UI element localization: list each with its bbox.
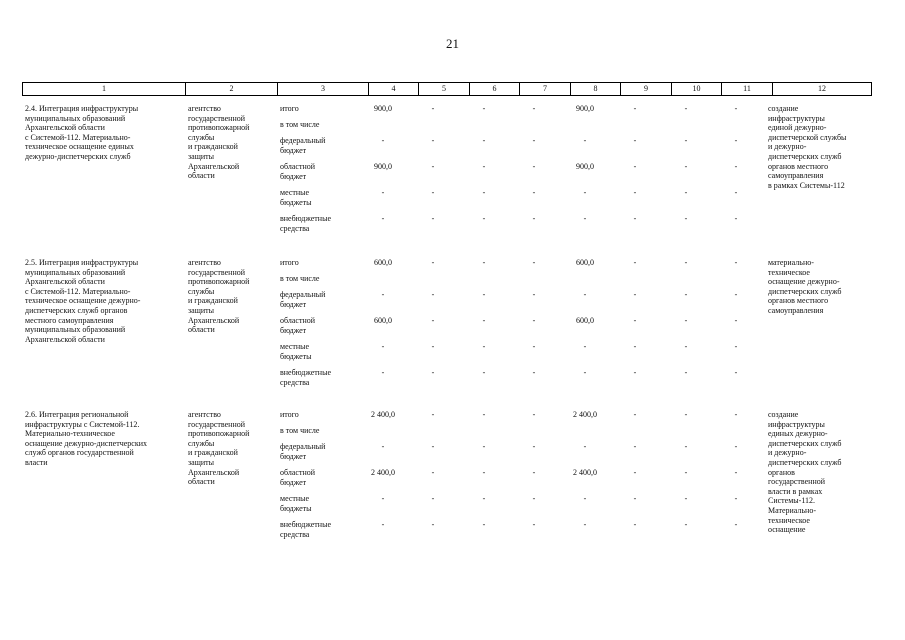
value-cell: - — [532, 136, 536, 145]
value-cell: - — [431, 162, 435, 171]
value-cell: - — [734, 258, 738, 267]
value-cell: - — [482, 342, 486, 351]
value-cell: - — [734, 104, 738, 113]
header-col-11: 11 — [722, 83, 773, 95]
value-cell: - — [532, 162, 536, 171]
value-cell: 900,0 — [374, 104, 392, 113]
result-cell: материально- техническое оснащение дежурно- диспетчерских служб органов местного самоуправления — [768, 258, 842, 315]
header-col-9: 9 — [621, 83, 672, 95]
value-cell: - — [684, 162, 688, 171]
value-cell: 900,0 — [576, 104, 594, 113]
funding-label: федеральный бюджет — [280, 136, 326, 155]
value-cell: - — [482, 162, 486, 171]
value-cell: - — [684, 258, 688, 267]
value-cell: - — [532, 410, 536, 419]
activity-cell: 2.4. Интеграция инфраструктуры муниципальных образований Архангельской области с Системой-112. Материально- техническое оснащение единых дежурно-диспетчерских служб — [25, 104, 139, 161]
funding-label: в том числе — [280, 426, 320, 435]
value-cell: - — [734, 494, 738, 503]
header-col-1: 1 — [23, 83, 186, 95]
value-cell: 2 400,0 — [573, 410, 597, 419]
value-cell: - — [381, 342, 385, 351]
value-cell: - — [431, 290, 435, 299]
value-cell: - — [482, 468, 486, 477]
value-cell: - — [633, 104, 637, 113]
value-cell: - — [633, 342, 637, 351]
value-cell: 600,0 — [374, 316, 392, 325]
header-col-6: 6 — [470, 83, 520, 95]
funding-label: федеральный бюджет — [280, 290, 326, 309]
funding-label: федеральный бюджет — [280, 442, 326, 461]
value-cell: - — [381, 494, 385, 503]
value-cell: - — [482, 316, 486, 325]
value-cell: - — [532, 214, 536, 223]
value-cell: - — [532, 494, 536, 503]
value-cell: 600,0 — [374, 258, 392, 267]
value-cell: - — [482, 104, 486, 113]
value-cell: - — [734, 442, 738, 451]
value-cell: - — [431, 520, 435, 529]
header-col-4: 4 — [369, 83, 419, 95]
value-cell: - — [381, 520, 385, 529]
value-cell: - — [532, 316, 536, 325]
value-cell: - — [633, 316, 637, 325]
header-col-10: 10 — [672, 83, 722, 95]
value-cell: - — [633, 290, 637, 299]
value-cell: - — [431, 258, 435, 267]
value-cell: - — [431, 410, 435, 419]
value-cell: 2 400,0 — [573, 468, 597, 477]
value-cell: - — [532, 188, 536, 197]
value-cell: - — [734, 214, 738, 223]
value-cell: - — [482, 368, 486, 377]
value-cell: - — [734, 188, 738, 197]
value-cell: - — [734, 468, 738, 477]
value-cell: - — [684, 188, 688, 197]
executor-cell: агентство государственной противопожарной службы и гражданской защиты Архангельской области — [188, 258, 250, 335]
header-col-5: 5 — [419, 83, 470, 95]
value-cell: - — [532, 520, 536, 529]
value-cell: - — [684, 342, 688, 351]
value-cell: - — [734, 290, 738, 299]
value-cell: - — [633, 162, 637, 171]
header-col-12: 12 — [818, 84, 826, 93]
value-cell: 900,0 — [374, 162, 392, 171]
funding-label: итого — [280, 104, 299, 113]
value-cell: - — [482, 494, 486, 503]
value-cell: - — [532, 342, 536, 351]
value-cell: - — [633, 494, 637, 503]
value-cell: - — [684, 494, 688, 503]
funding-label: внебюджетные средства — [280, 520, 331, 539]
header-col-7: 7 — [520, 83, 571, 95]
value-cell: - — [583, 342, 587, 351]
value-cell: - — [684, 290, 688, 299]
value-cell: - — [431, 188, 435, 197]
value-cell: - — [381, 368, 385, 377]
value-cell: - — [633, 442, 637, 451]
value-cell: - — [482, 136, 486, 145]
value-cell: - — [482, 442, 486, 451]
value-cell: - — [431, 368, 435, 377]
funding-label: внебюджетные средства — [280, 368, 331, 387]
value-cell: - — [431, 104, 435, 113]
value-cell: - — [633, 468, 637, 477]
value-cell: - — [583, 136, 587, 145]
value-cell: - — [532, 368, 536, 377]
value-cell: - — [734, 316, 738, 325]
value-cell: 600,0 — [576, 316, 594, 325]
funding-label: итого — [280, 258, 299, 267]
value-cell: 2 400,0 — [371, 468, 395, 477]
value-cell: - — [532, 258, 536, 267]
funding-label: итого — [280, 410, 299, 419]
value-cell: - — [684, 214, 688, 223]
value-cell: - — [684, 368, 688, 377]
value-cell: - — [532, 442, 536, 451]
funding-label: внебюджетные средства — [280, 214, 331, 233]
funding-label: областной бюджет — [280, 162, 316, 181]
header-col-2: 2 — [186, 83, 278, 95]
value-cell: - — [684, 316, 688, 325]
value-cell: - — [431, 442, 435, 451]
value-cell: - — [684, 104, 688, 113]
executor-cell: агентство государственной противопожарной службы и гражданской защиты Архангельской области — [188, 104, 250, 181]
value-cell: - — [633, 214, 637, 223]
value-cell: 600,0 — [576, 258, 594, 267]
value-cell: - — [381, 290, 385, 299]
funding-label: местные бюджеты — [280, 494, 312, 513]
funding-label: областной бюджет — [280, 468, 316, 487]
value-cell: - — [482, 520, 486, 529]
value-cell: - — [583, 368, 587, 377]
value-cell: - — [381, 442, 385, 451]
value-cell: - — [532, 104, 536, 113]
header-col-8: 8 — [571, 83, 621, 95]
value-cell: - — [431, 214, 435, 223]
funding-label: местные бюджеты — [280, 188, 312, 207]
value-cell: - — [532, 290, 536, 299]
value-cell: 900,0 — [576, 162, 594, 171]
value-cell: - — [381, 214, 385, 223]
value-cell: - — [583, 290, 587, 299]
value-cell: - — [381, 188, 385, 197]
value-cell: - — [482, 214, 486, 223]
value-cell: - — [583, 520, 587, 529]
result-cell: создание инфраструктуры единых дежурно- диспетчерских служб и дежурно- диспетчерских служб органов государственной власти в рамках Системы-112. Материально- техническое оснащение — [768, 410, 842, 535]
value-cell: - — [684, 468, 688, 477]
value-cell: - — [583, 214, 587, 223]
value-cell: - — [633, 368, 637, 377]
result-cell: создание инфраструктуры единой дежурно- диспетчерской службы и дежурно- диспетчерских служб органов местного самоуправления в рамках Системы-112 — [768, 104, 847, 190]
value-cell: - — [583, 494, 587, 503]
value-cell: - — [431, 468, 435, 477]
page-number: 21 — [446, 36, 459, 51]
value-cell: - — [734, 520, 738, 529]
value-cell: - — [482, 290, 486, 299]
value-cell: - — [684, 410, 688, 419]
funding-label: в том числе — [280, 120, 320, 129]
value-cell: - — [431, 342, 435, 351]
table-header-row — [22, 82, 872, 96]
value-cell: - — [583, 188, 587, 197]
value-cell: - — [684, 442, 688, 451]
value-cell: - — [431, 494, 435, 503]
value-cell: - — [684, 520, 688, 529]
value-cell: - — [431, 316, 435, 325]
activity-cell: 2.5. Интеграция инфраструктуры муниципальных образований Архангельской области с Системой-112. Материально- техническое оснащение дежурно- диспетчерских служб органов местного самоуправления муниципальных образований Архангельской области — [25, 258, 141, 344]
value-cell: - — [633, 258, 637, 267]
funding-label: областной бюджет — [280, 316, 316, 335]
value-cell: - — [482, 410, 486, 419]
value-cell: - — [633, 410, 637, 419]
value-cell: - — [734, 136, 738, 145]
value-cell: - — [734, 342, 738, 351]
value-cell: - — [734, 368, 738, 377]
value-cell: - — [734, 162, 738, 171]
value-cell: - — [381, 136, 385, 145]
value-cell: - — [482, 188, 486, 197]
value-cell: - — [431, 136, 435, 145]
value-cell: - — [633, 136, 637, 145]
activity-cell: 2.6. Интеграция региональной инфраструктуры с Системой-112. Материально-техническое оснащение дежурно-диспетчерских служб органов государственной власти — [25, 410, 148, 467]
executor-cell: агентство государственной противопожарной службы и гражданской защиты Архангельской области — [188, 410, 250, 487]
funding-label: местные бюджеты — [280, 342, 312, 361]
value-cell: - — [633, 188, 637, 197]
funding-label: в том числе — [280, 274, 320, 283]
value-cell: - — [633, 520, 637, 529]
value-cell: - — [583, 442, 587, 451]
value-cell: 2 400,0 — [371, 410, 395, 419]
value-cell: - — [482, 258, 486, 267]
header-col-3: 3 — [278, 83, 369, 95]
value-cell: - — [532, 468, 536, 477]
value-cell: - — [684, 136, 688, 145]
value-cell: - — [734, 410, 738, 419]
